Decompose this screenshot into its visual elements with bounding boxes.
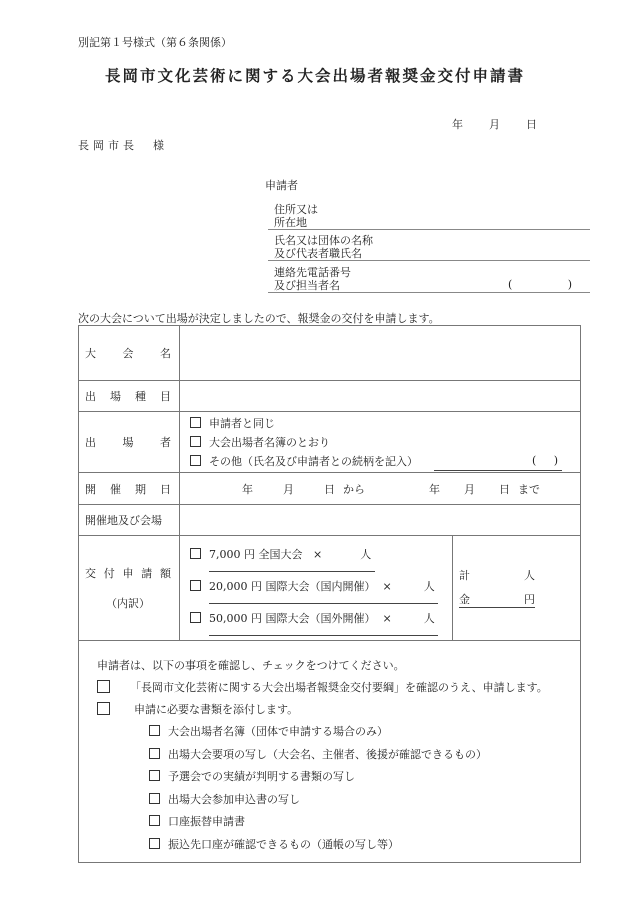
form-number: 別記第１号様式（第６条関係） [78,36,232,49]
checkbox-icon[interactable] [149,815,160,826]
document-item[interactable]: 口座振替申請書 [97,811,580,834]
checkbox-icon[interactable] [190,436,201,447]
contact-label-1: 連絡先電話番号 [274,266,351,279]
checkbox-icon[interactable] [190,580,201,591]
fee-line-intl-overseas[interactable]: 50,000 円 国際大会（国外開催） × 人 [180,604,452,636]
row-venue [79,505,581,536]
contact-field[interactable] [268,266,590,293]
checkbox-icon[interactable] [97,680,110,693]
address-label-1: 住所又は [274,203,318,216]
confirm-documents-item[interactable]: 申請に必要な書類を添付します。 [97,699,580,721]
date-month-label: 月 [489,118,500,131]
date-year-label: 年 [452,118,463,131]
row-confirmation [79,641,581,863]
venue-input[interactable] [180,505,581,536]
row-participants [79,412,581,473]
event-name-label: 大 会 名 [79,326,180,381]
fee-line-national[interactable]: 7,000 円 全国大会 × 人 [180,540,452,572]
amount-sublabel: （内訳） [106,597,150,610]
fee-line-intl-domestic[interactable]: 20,000 円 国際大会（国内開催） × 人 [180,572,452,604]
participant-option-roster[interactable]: 大会出場者名簿のとおり [180,433,580,452]
application-date[interactable] [452,116,537,132]
period-input[interactable]: 年 月 日 から 年 月 日 まで [180,473,581,505]
venue-label: 開催地及び会場 [79,505,180,536]
addressee: 長岡市長 様 [78,139,168,152]
total-people[interactable]: 計 人 [459,568,535,582]
checkbox-icon[interactable] [149,725,160,736]
checkbox-icon[interactable] [149,770,160,781]
address-label-2: 所在地 [274,216,307,229]
document-item[interactable]: 予選会での実績が判明する書類の写し [97,766,580,789]
document-item[interactable]: 振込先口座が確認できるもの（通帳の写し等） [97,834,580,857]
document-item[interactable]: 大会出場者名簿（団体で申請する場合のみ） [97,721,580,744]
participant-option-other[interactable]: その他（氏名及び申請者との続柄を記入） ( ) [180,452,580,471]
total-amount[interactable]: 金 円 [459,592,535,606]
intro-text: 次の大会について出場が決定しましたので、報奨金の交付を申請します。 [78,312,440,325]
name-label-1: 氏名又は団体の名称 [274,234,373,247]
amount-label: 交 付 申 請 額 （内訳） [79,536,180,641]
document-item[interactable]: 出場大会参加申込書の写し [97,789,580,812]
applicant-label: 申請者 [265,179,298,192]
event-category-input[interactable] [180,381,581,412]
period-label: 開 催 期 日 [79,473,180,505]
participant-option-same[interactable]: 申請者と同じ [180,414,580,433]
contact-label-2: 及び担当者名 [274,279,340,292]
checkbox-icon[interactable] [149,793,160,804]
checkbox-icon[interactable] [149,748,160,759]
other-participant-input[interactable]: ( ) [434,458,562,471]
date-day-label: 日 [526,118,537,131]
application-table [78,325,581,863]
confirm-guidelines-item[interactable]: 「長岡市文化芸術に関する大会出場者報奨金交付要綱」を確認のうえ、申請します。 [97,677,580,699]
name-field[interactable] [268,234,590,261]
contact-person-parens: ( ) [508,278,572,291]
page-title: 長岡市文化芸術に関する大会出場者報奨金交付申請書 [104,66,525,85]
row-event-name [79,326,581,381]
name-label-2: 及び代表者職氏名 [274,247,362,260]
address-field[interactable] [268,203,590,230]
event-name-input[interactable] [180,326,581,381]
event-category-label: 出 場 種 目 [79,381,180,412]
participants-label: 出 場 者 [79,412,180,473]
row-period [79,473,581,505]
checkbox-icon[interactable] [97,702,110,715]
checkbox-icon[interactable] [190,548,201,559]
checkbox-icon[interactable] [190,455,201,466]
checkbox-icon[interactable] [190,612,201,623]
document-item[interactable]: 出場大会要項の写し（大会名、主催者、後援が確認できるもの） [97,744,580,767]
checkbox-icon[interactable] [190,417,201,428]
row-event-category [79,381,581,412]
row-amount [79,536,581,641]
confirmation-instruction: 申請者は、以下の事項を確認し、チェックをつけてください。 [97,659,405,672]
checkbox-icon[interactable] [149,838,160,849]
